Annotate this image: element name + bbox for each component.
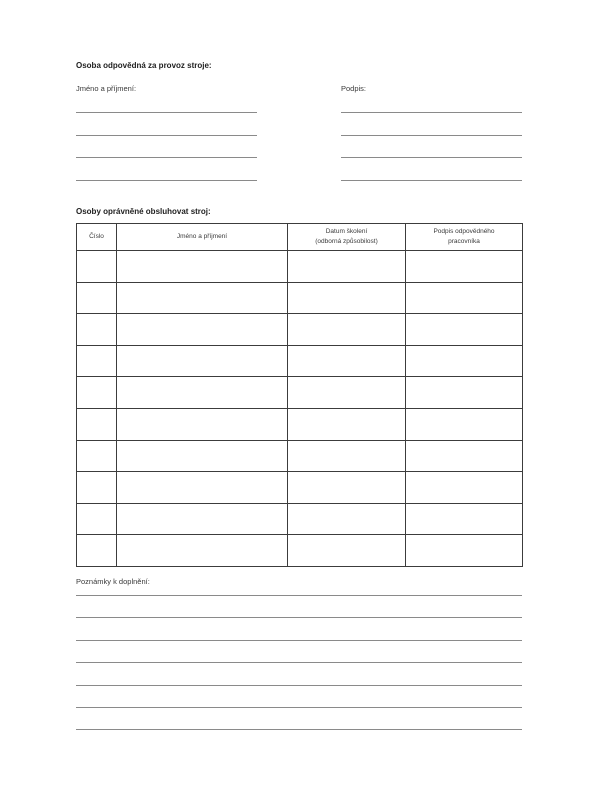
cell-signature[interactable] — [406, 503, 523, 535]
cell-training-date[interactable] — [288, 251, 406, 283]
notes-line-3[interactable] — [76, 640, 522, 641]
table-row — [77, 472, 523, 504]
notes-line-7[interactable] — [76, 729, 522, 730]
table-row — [77, 345, 523, 377]
cell-signature[interactable] — [406, 282, 523, 314]
cell-name[interactable] — [117, 377, 288, 409]
cell-training-date[interactable] — [288, 314, 406, 346]
cell-number[interactable] — [77, 282, 117, 314]
notes-line-6[interactable] — [76, 707, 522, 708]
column-header-training-line-2: (odborná způsobilost) — [315, 238, 378, 245]
cell-training-date[interactable] — [288, 535, 406, 567]
column-header-number — [77, 224, 117, 251]
responsible-name-line-1[interactable] — [76, 112, 257, 113]
column-header-number-label: Číslo — [89, 233, 104, 240]
cell-signature[interactable] — [406, 345, 523, 377]
cell-signature[interactable] — [406, 408, 523, 440]
cell-name[interactable] — [117, 440, 288, 472]
cell-training-date[interactable] — [288, 503, 406, 535]
table-header-row — [77, 224, 523, 251]
responsible-signature-label: Podpis: — [341, 84, 367, 93]
table-row — [77, 503, 523, 535]
cell-training-date[interactable] — [288, 440, 406, 472]
authorized-heading: Osoby oprávněné obsluhovat stroj: — [76, 207, 211, 216]
notes-line-1[interactable] — [76, 595, 522, 596]
cell-number[interactable] — [77, 440, 117, 472]
cell-training-date[interactable] — [288, 377, 406, 409]
operators-table — [76, 223, 523, 567]
notes-label: Poznámky k doplnění: — [76, 577, 150, 586]
notes-line-2[interactable] — [76, 617, 522, 618]
responsible-signature-line-4[interactable] — [341, 180, 522, 181]
cell-number[interactable] — [77, 345, 117, 377]
cell-training-date[interactable] — [288, 345, 406, 377]
notes-line-5[interactable] — [76, 685, 522, 686]
column-header-signature-line-2: pracovníka — [448, 238, 480, 245]
table-row — [77, 282, 523, 314]
responsible-name-line-2[interactable] — [76, 135, 257, 136]
notes-line-4[interactable] — [76, 662, 522, 663]
cell-signature[interactable] — [406, 314, 523, 346]
cell-training-date[interactable] — [288, 472, 406, 504]
cell-signature[interactable] — [406, 472, 523, 504]
cell-signature[interactable] — [406, 251, 523, 283]
table-row — [77, 408, 523, 440]
responsible-signature-line-1[interactable] — [341, 112, 522, 113]
cell-number[interactable] — [77, 535, 117, 567]
cell-name[interactable] — [117, 503, 288, 535]
cell-training-date[interactable] — [288, 408, 406, 440]
cell-name[interactable] — [117, 408, 288, 440]
cell-signature[interactable] — [406, 377, 523, 409]
cell-name[interactable] — [117, 472, 288, 504]
cell-name[interactable] — [117, 251, 288, 283]
cell-number[interactable] — [77, 377, 117, 409]
cell-number[interactable] — [77, 503, 117, 535]
cell-number[interactable] — [77, 314, 117, 346]
table-row — [77, 314, 523, 346]
responsible-signature-line-2[interactable] — [341, 135, 522, 136]
responsible-signature-line-3[interactable] — [341, 157, 522, 158]
column-header-signature — [406, 224, 523, 251]
table-row — [77, 535, 523, 567]
column-header-training-line-1: Datum školení — [325, 228, 368, 235]
column-header-signature-line-1: Podpis odpovědného — [433, 228, 495, 235]
cell-number[interactable] — [77, 472, 117, 504]
cell-number[interactable] — [77, 251, 117, 283]
column-header-name — [117, 224, 288, 251]
responsible-name-line-3[interactable] — [76, 157, 257, 158]
cell-number[interactable] — [77, 408, 117, 440]
cell-signature[interactable] — [406, 440, 523, 472]
table-row — [77, 377, 523, 409]
column-header-training — [288, 224, 406, 251]
cell-name[interactable] — [117, 535, 288, 567]
table-row — [77, 251, 523, 283]
responsible-name-label: Jméno a příjmení: — [76, 84, 137, 93]
column-header-name-label: Jméno a příjmení — [176, 233, 228, 240]
cell-signature[interactable] — [406, 535, 523, 567]
table-row — [77, 440, 523, 472]
cell-name[interactable] — [117, 314, 288, 346]
cell-name[interactable] — [117, 345, 288, 377]
cell-name[interactable] — [117, 282, 288, 314]
responsible-heading: Osoba odpovědná za provoz stroje: — [76, 61, 212, 70]
responsible-name-line-4[interactable] — [76, 180, 257, 181]
cell-training-date[interactable] — [288, 282, 406, 314]
